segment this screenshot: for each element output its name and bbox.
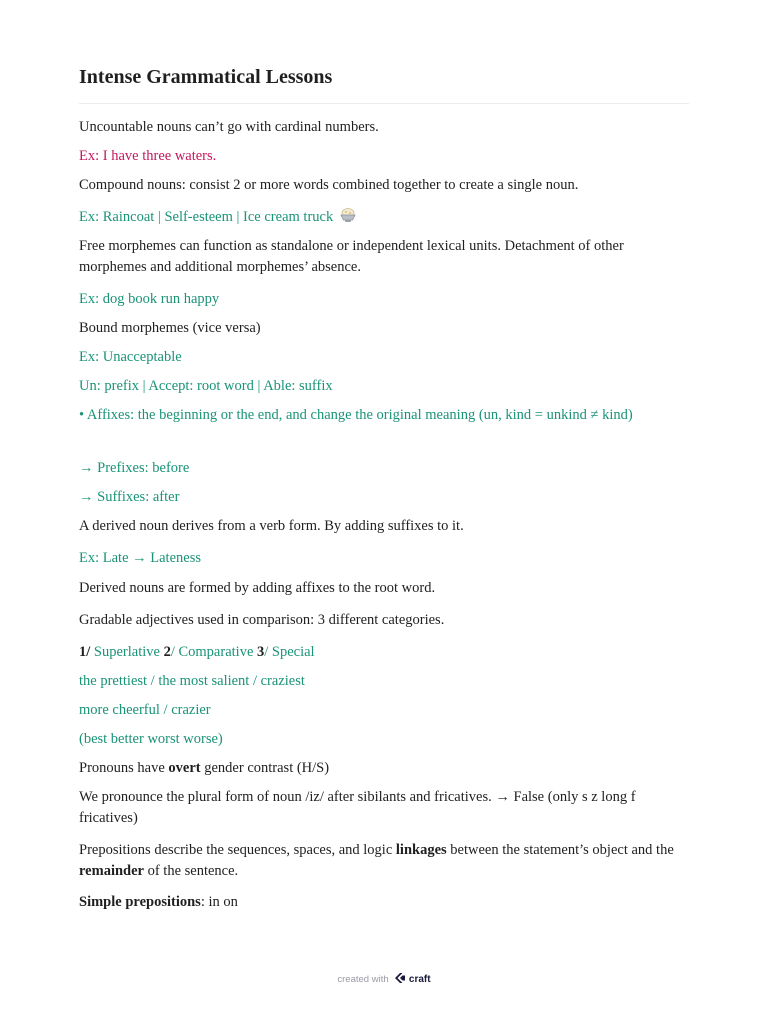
text-line-prepositions [79,840,691,882]
text-line-uncountable: Uncountable nouns can’t go with cardinal numbers. [79,119,379,135]
text-line-derived-noun: A derived noun derives from a verb form. By adding suffixes to it. [79,518,464,534]
craft-logo-icon [394,972,406,987]
example-line-lateness: Ex: Late → Lateness [79,550,201,566]
text-line-free-morphemes: Free morphemes can function as standalone or independent lexical units. Detachment of other morphemes and additional morphemes’ absence. [79,238,624,275]
prepositions-text-e: of the sentence. [143,863,239,879]
pronouns-text-c: gender contrast (H/S) [200,760,330,776]
category-number-2: 2 [163,644,171,660]
text-line-bound-morphemes: Bound morphemes (vice versa) [79,320,261,336]
text-line-derived-nouns-affixes: Derived nouns are formed by adding affixes to the root word. [79,580,436,596]
prepositions-text-c: between the statement’s object and the [446,842,674,858]
ice-cream-bowl-icon [339,207,357,230]
arrow-line-suffixes: → Suffixes: after [79,489,180,505]
category-special: / Special [264,644,315,660]
category-number-3: 3 [257,644,265,660]
example-line-special: (best better worst worse) [79,731,223,747]
page-title: Intense Grammatical Lessons [79,66,333,88]
simple-prepositions-bold: Simple prepositions [79,894,201,910]
arrow-line-prefixes: → Prefixes: before [79,460,190,476]
text-line-gradable-adjectives: Gradable adjectives used in comparison: 3 different categories. [79,612,445,628]
category-number-1: 1/ [79,644,91,660]
example-line-superlatives: the prettiest / the most salient / craziest [79,673,305,689]
pronouns-text-a: Pronouns have [79,760,169,776]
text-line-compound-nouns: Compound nouns: consist 2 or more words combined together to create a single noun. [79,177,579,193]
footer-created-with: created with [337,974,389,985]
example-line-unacceptable: Ex: Unacceptable [79,349,182,365]
category-comparative: / Comparative [170,644,257,660]
title-divider [79,103,689,104]
category-superlative: Superlative [90,644,164,660]
prepositions-bold-remainder: remainder [79,863,144,879]
text-line-simple-prepositions [79,892,691,913]
prepositions-bold-linkages: linkages [395,842,447,858]
simple-prepositions-text: : in on [200,894,238,910]
text-line-pronouns [79,758,691,779]
footer [0,972,768,987]
prepositions-text-a: Prepositions describe the sequences, spaces, and logic [79,842,396,858]
categories-line [79,642,691,663]
example-line-morpheme-parts: Un: prefix | Accept: root word | Able: suffix [79,378,333,394]
example-line-waters: Ex: I have three waters. [79,148,217,164]
text-line-plural-iz: We pronounce the plural form of noun /iz/ after sibilants and fricatives. → False (only s z long f fricatives) [79,789,636,826]
footer-brand: craft [408,974,431,985]
example-line-free-morphemes: Ex: dog book run happy [79,291,220,307]
example-compound-text: Ex: Raincoat | Self-esteem | Ice cream truck [79,209,334,225]
example-line-compound [79,207,691,230]
pronouns-text-bold: overt [168,760,201,776]
bullet-line-affixes: • Affixes: the beginning or the end, and change the original meaning (un, kind = unkind ≠ kind) [79,407,633,423]
example-line-comparatives: more cheerful / crazier [79,702,211,718]
